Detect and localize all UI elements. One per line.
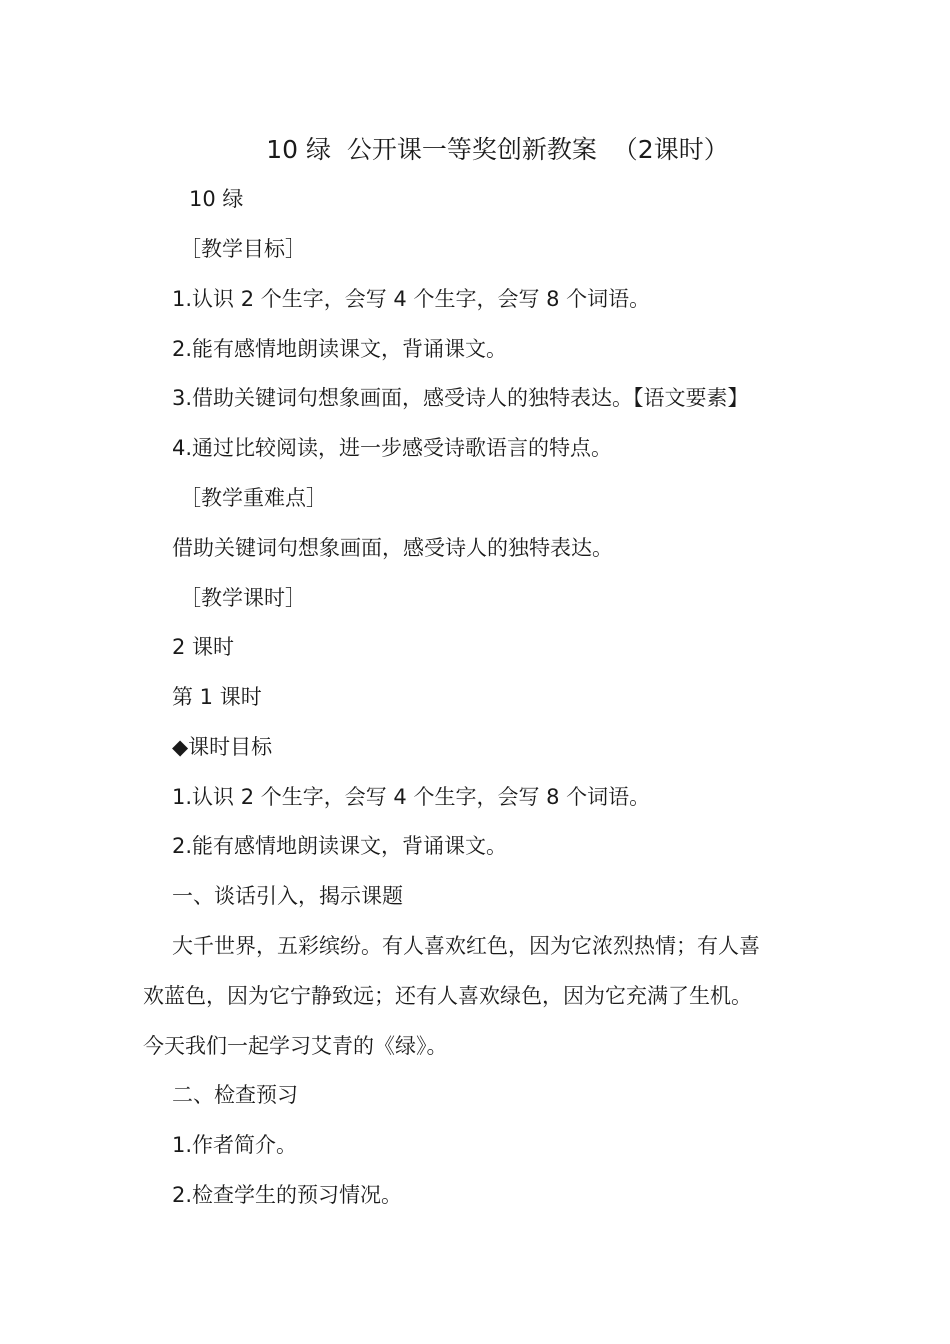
intro-paragraph-line-3: 今天我们一起学习艾青的《绿》。 bbox=[143, 1034, 448, 1058]
preview-item-1: 1.作者简介。 bbox=[172, 1133, 298, 1157]
objective-item-4: 4.通过比较阅读，进一步感受诗歌语言的特点。 bbox=[172, 436, 613, 460]
step-2-heading: 二、检查预习 bbox=[172, 1083, 298, 1107]
period-goals-heading: ◆课时目标 bbox=[172, 735, 273, 759]
section-heading-key-points: ［教学重难点］ bbox=[180, 486, 327, 510]
preview-item-2: 2.检查学生的预习情况。 bbox=[172, 1183, 403, 1207]
objective-item-1: 1.认识 2 个生字，会写 4 个生字，会写 8 个词语。 bbox=[172, 287, 651, 311]
objective-item-2: 2.能有感情地朗读课文，背诵课文。 bbox=[172, 337, 508, 361]
periods-text: 2 课时 bbox=[172, 635, 235, 659]
document-title: 10 绿 公开课一等奖创新教案 （2课时） bbox=[266, 135, 729, 164]
period-1-heading: 第 1 课时 bbox=[172, 685, 262, 709]
section-heading-objectives: ［教学目标］ bbox=[180, 237, 306, 261]
step-1-heading: 一、谈话引入，揭示课题 bbox=[172, 884, 403, 908]
key-points-text: 借助关键词句想象画面，感受诗人的独特表达。 bbox=[172, 536, 613, 560]
lesson-name: 10 绿 bbox=[189, 187, 244, 211]
period-goal-item-2: 2.能有感情地朗读课文，背诵课文。 bbox=[172, 834, 508, 858]
intro-paragraph-line-2: 欢蓝色，因为它宁静致远；还有人喜欢绿色，因为它充满了生机。 bbox=[143, 984, 752, 1008]
section-heading-periods: ［教学课时］ bbox=[180, 586, 306, 610]
objective-item-3: 3.借助关键词句想象画面，感受诗人的独特表达。【语文要素】 bbox=[172, 386, 749, 410]
intro-paragraph-line-1: 大千世界，五彩缤纷。有人喜欢红色，因为它浓烈热情；有人喜 bbox=[172, 934, 760, 958]
period-goal-item-1: 1.认识 2 个生字，会写 4 个生字，会写 8 个词语。 bbox=[172, 785, 651, 809]
